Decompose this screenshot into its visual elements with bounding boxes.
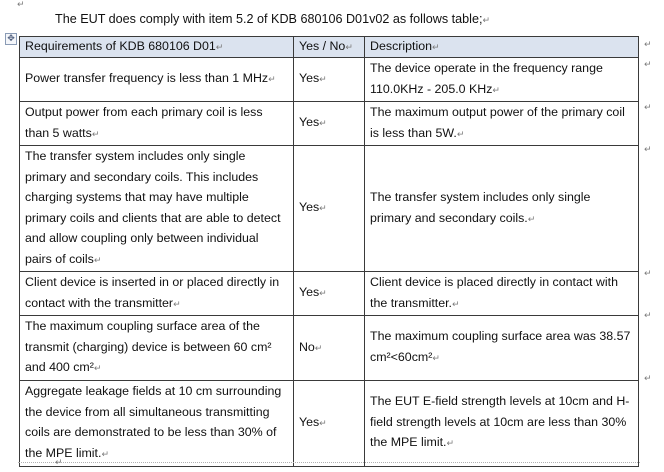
compliance-cell: No↵ [293,316,364,381]
description-cell: Client device is placed directly in contact with the transmitter.↵ [365,272,639,316]
compliance-cell: Yes↵ [293,380,364,466]
table-row [20,380,639,466]
row-end-mark: ↵ [644,145,652,155]
table-row [20,146,639,272]
intro-text: The EUT does comply with item 5.2 of KDB 680106 D01v02 as follows table;↵ [55,12,491,26]
table-row [20,316,639,381]
header-description: Description↵ [365,37,639,58]
paragraph-mark: ↵ [55,458,63,468]
requirement-cell: Aggregate leakage fields at 10 cm surrounding the device from all simultaneous transmitting coils are demonstrated to be less than 30% of the MPE limit.↵ [20,380,294,466]
description-cell: The maximum coupling surface area was 38.57 cm²<60cm²↵ [365,316,639,381]
requirements-table [19,36,639,467]
description-cell: The device operate in the frequency range 110.0KHz - 205.0 KHz↵ [365,58,639,102]
compliance-cell: Yes↵ [293,102,364,146]
row-end-mark: ↵ [644,103,652,113]
compliance-cell: Yes↵ [293,146,364,272]
row-end-mark: ↵ [644,40,652,50]
description-cell: The maximum output power of the primary coil is less than 5W.↵ [365,102,639,146]
header-requirements: Requirements of KDB 680106 D01↵ [20,37,294,58]
row-end-mark: ↵ [644,60,652,70]
description-cell: The EUT E-field strength levels at 10cm and H- field strength levels at 10cm are less than 30% the MPE limit.↵ [365,380,639,466]
table-row [20,272,639,316]
row-end-mark: ↵ [644,311,652,321]
requirement-cell: Power transfer frequency is less than 1 MHz↵ [20,58,294,102]
compliance-cell: Yes↵ [293,272,364,316]
requirement-cell: Client device is inserted in or placed directly in contact with the transmitter↵ [20,272,294,316]
description-cell: The transfer system includes only single primary and secondary coils.↵ [365,146,639,272]
requirement-cell: The maximum coupling surface area of the transmit (charging) device is between 60 cm² and 400 cm²↵ [20,316,294,381]
requirement-cell: The transfer system includes only single primary and secondary coils. This includes charging systems that may have multiple primary coils and clients that are able to detect and allow coupling only between individual pairs of coils↵ [20,146,294,272]
paragraph-mark: ↵ [17,0,25,10]
table-row [20,102,639,146]
move-handle-icon[interactable]: ✥ [5,33,17,45]
table-header-row [20,37,639,58]
row-end-mark: ↵ [644,374,652,384]
header-yes-no: Yes / No↵ [293,37,364,58]
row-end-mark: ↵ [644,269,652,279]
requirement-cell: Output power from each primary coil is less than 5 watts↵ [20,102,294,146]
table-bottom-divider [18,462,640,463]
compliance-cell: Yes↵ [293,58,364,102]
table-row [20,58,639,102]
